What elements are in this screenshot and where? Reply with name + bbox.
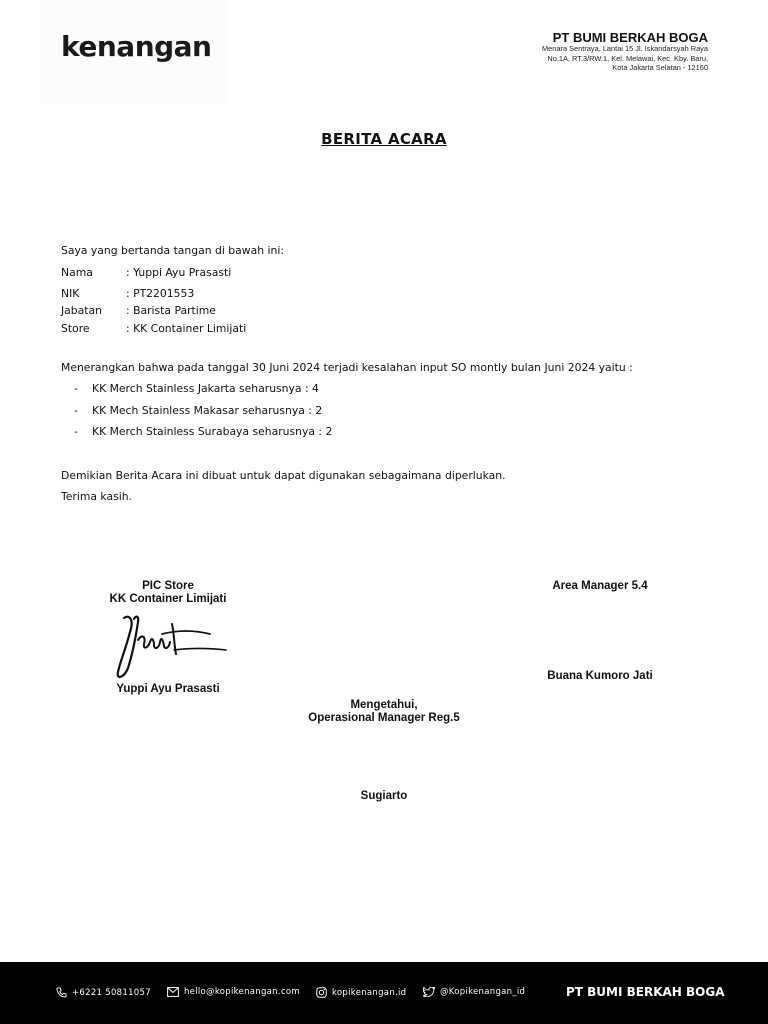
- mail-icon: [167, 987, 179, 997]
- footer-phone: [56, 987, 151, 998]
- footer-email[interactable]: [167, 987, 300, 997]
- thanks-text: Terima kasih.: [61, 490, 132, 503]
- field-value-jabatan: : Barista Partime: [126, 304, 216, 317]
- pic-role: PIC Store: [142, 580, 194, 592]
- field-label-jabatan: Jabatan: [61, 304, 102, 317]
- footer-twitter-text: @Kopikenangan_id: [440, 987, 526, 997]
- area-manager-role: Area Manager 5.4: [552, 580, 648, 592]
- bullet-dash: -: [74, 404, 78, 417]
- field-value-store: : KK Container Limijati: [126, 322, 247, 335]
- address-line: Kota Jakarta Selatan - 12160: [612, 63, 708, 72]
- footer-email-text: hello@kopikenangan.com: [184, 987, 300, 997]
- logo-swoosh-icon: [154, 48, 194, 64]
- field-value-nama: : Yuppi Ayu Prasasti: [126, 266, 232, 279]
- footer-brand: PT BUMI BERKAH BOGA: [566, 985, 725, 999]
- address-line: No.1A, RT.3/RW.1, Kel. Melawai, Kec. Kby. Baru,: [547, 53, 708, 63]
- footer-phone-text: +6221 50811057: [72, 987, 151, 998]
- ops-manager-name: Sugiarto: [360, 790, 408, 802]
- footer-website-text: kopikenangan.id: [332, 987, 407, 998]
- area-manager-name: Buana Kumoro Jati: [547, 670, 653, 682]
- list-item-text: KK Merch Stainless Surabaya seharusnya : 2: [92, 425, 333, 438]
- field-label-store: Store: [61, 322, 90, 335]
- company-address: [478, 44, 708, 73]
- field-label-nik: NIK: [61, 287, 80, 300]
- phone-icon: [56, 987, 67, 998]
- intro-text: Saya yang bertanda tangan di bawah ini:: [61, 244, 284, 257]
- statement-text: Menerangkan bahwa pada tanggal 30 Juni 2024 terjadi kesalahan input SO montly bulan Juni 2024 yaitu :: [61, 361, 633, 374]
- pic-store: KK Container Limijati: [109, 593, 227, 605]
- footer-twitter[interactable]: [423, 987, 525, 997]
- list-item-text: KK Mech Stainless Makasar seharusnya : 2: [92, 404, 323, 417]
- list-item-text: KK Merch Stainless Jakarta seharusnya : 4: [92, 382, 319, 395]
- ops-role: Operasional Manager Reg.5: [308, 712, 460, 724]
- list-item: [74, 425, 332, 438]
- pic-signature-block: [68, 580, 268, 606]
- footer-instagram[interactable]: [316, 987, 406, 998]
- signature-image: [112, 610, 230, 682]
- document-title: BERITA ACARA: [321, 130, 447, 148]
- closing-text: Demikian Berita Acara ini dibuat untuk dapat digunakan sebagaimana diperlukan.: [61, 469, 506, 482]
- twitter-icon: [423, 987, 435, 997]
- ops-manager-block: [264, 699, 504, 725]
- field-value-nik: : PT2201553: [126, 287, 195, 300]
- company-name: PT BUMI BERKAH BOGA: [552, 30, 708, 45]
- bullet-dash: -: [74, 425, 78, 438]
- address-line: Menara Sentraya, Lantai 15 Jl. Iskandarsyah Raya: [542, 44, 708, 53]
- brand-logo: kenangan: [61, 30, 212, 63]
- list-item: [74, 382, 319, 395]
- pic-name: Yuppi Ayu Prasasti: [116, 683, 220, 695]
- list-item: [74, 404, 322, 417]
- bullet-dash: -: [74, 382, 78, 395]
- instagram-icon: [316, 987, 327, 998]
- ops-acknowledge: Mengetahui,: [350, 699, 418, 711]
- field-label-nama: Nama: [61, 266, 93, 279]
